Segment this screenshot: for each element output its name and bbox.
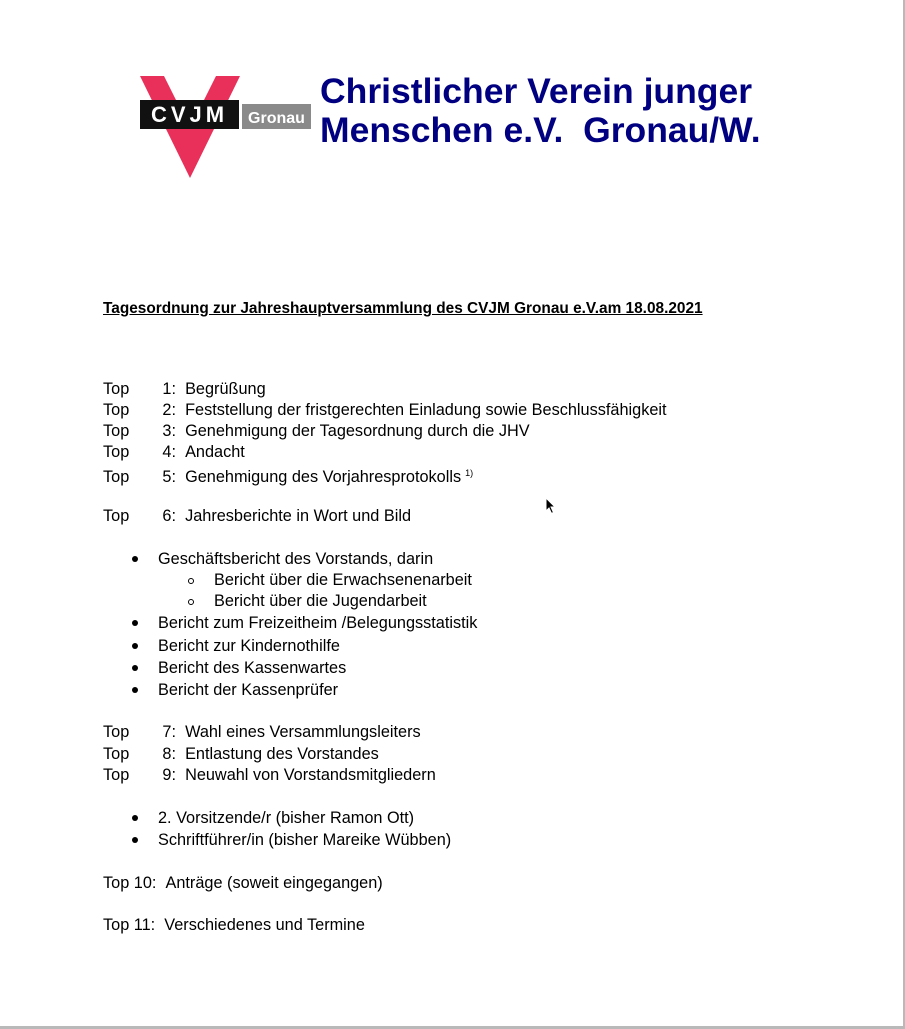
agenda-text: Jahresberichte in Wort und Bild: [185, 507, 412, 525]
mouse-cursor-icon: [545, 497, 557, 515]
agenda-text: Neuwahl von Vorstandsmitgliedern: [185, 766, 436, 784]
agenda-prefix: Top: [103, 766, 130, 784]
organization-title-line2: Menschen e.V. Gronau/W.: [320, 110, 761, 150]
agenda-prefix: Top: [103, 468, 130, 486]
agenda-item: [103, 722, 421, 742]
report-item: Bericht zum Freizeitheim /Belegungsstatistik: [158, 614, 478, 632]
agenda-prefix: Top: [103, 874, 130, 892]
agenda-num: 1:: [162, 380, 176, 398]
agenda-item: [103, 873, 383, 893]
report-item: Bericht des Kassenwartes: [158, 659, 347, 677]
report-item: Bericht der Kassenprüfer: [158, 681, 339, 699]
cvjm-logo: [140, 76, 312, 180]
agenda-num: 3:: [162, 422, 176, 440]
agenda-prefix: Top: [103, 507, 130, 525]
agenda-num: 4:: [162, 443, 176, 461]
agenda-text: Genehmigung des Vorjahresprotokolls: [185, 468, 462, 486]
agenda-num: 8:: [162, 745, 176, 763]
agenda-text: Entlastung des Vorstandes: [185, 745, 379, 763]
logo-letters: CVJM: [150, 102, 229, 127]
report-item: Bericht zur Kindernothilfe: [158, 637, 340, 655]
bullet-dot: [132, 687, 138, 693]
bullet-dot: [132, 665, 138, 671]
agenda-prefix: Top: [103, 443, 130, 461]
report-subitem: Bericht über die Jugendarbeit: [214, 592, 427, 610]
agenda-item: [103, 421, 530, 441]
election-item: Schriftführer/in (bisher Mareike Wübben): [158, 831, 452, 849]
sub-bullet-circle: [188, 578, 194, 584]
report-subitem: Bericht über die Erwachsenenarbeit: [214, 571, 472, 589]
bullet-dot: [132, 556, 138, 562]
agenda-text: Andacht: [185, 443, 245, 461]
agenda-prefix: Top: [103, 723, 130, 741]
agenda-heading: Tagesordnung zur Jahreshauptversammlung des CVJM Gronau e.V.am 18.08.2021: [103, 300, 703, 317]
agenda-item: [103, 765, 436, 785]
cvjm-logo-graphic: [140, 76, 312, 180]
agenda-text: Genehmigung der Tagesordnung durch die JHV: [185, 422, 530, 440]
organization-title: [320, 72, 890, 150]
report-item: Geschäftsbericht des Vorstands, darin: [158, 550, 434, 568]
agenda-prefix: Top: [103, 745, 130, 763]
agenda-text: Anträge (soweit eingegangen): [165, 874, 383, 892]
agenda-item: [103, 506, 411, 526]
agenda-num: 10:: [133, 874, 157, 892]
agenda-item: [103, 463, 473, 487]
bullet-dot: [132, 837, 138, 843]
agenda-item: [103, 744, 379, 764]
agenda-text: Wahl eines Versammlungsleiters: [185, 723, 421, 741]
agenda-num: 9:: [162, 766, 176, 784]
footnote-marker: 1): [465, 468, 474, 478]
organization-title-line1: Christlicher Verein junger: [320, 71, 753, 111]
agenda-num: 11:: [133, 916, 156, 934]
agenda-prefix: Top: [103, 380, 130, 398]
agenda-item: [103, 379, 266, 399]
agenda-item: [103, 915, 365, 935]
bullet-dot: [132, 620, 138, 626]
logo-place: Gronau: [248, 110, 305, 127]
election-item: 2. Vorsitzende/r (bisher Ramon Ott): [158, 809, 415, 827]
agenda-item: [103, 400, 667, 420]
sub-bullet-circle: [188, 599, 194, 605]
agenda-prefix: Top: [103, 916, 130, 934]
agenda-num: 6:: [162, 507, 176, 525]
agenda-text: Feststellung der fristgerechten Einladung sowie Beschlussfähigkeit: [185, 401, 667, 419]
bullet-dot: [132, 815, 138, 821]
agenda-prefix: Top: [103, 401, 130, 419]
agenda-text: Verschiedenes und Termine: [164, 916, 365, 934]
agenda-prefix: Top: [103, 422, 130, 440]
agenda-num: 5:: [162, 468, 176, 486]
agenda-num: 7:: [162, 723, 176, 741]
agenda-text: Begrüßung: [185, 380, 266, 398]
agenda-num: 2:: [162, 401, 176, 419]
agenda-item: [103, 442, 245, 462]
bullet-dot: [132, 643, 138, 649]
